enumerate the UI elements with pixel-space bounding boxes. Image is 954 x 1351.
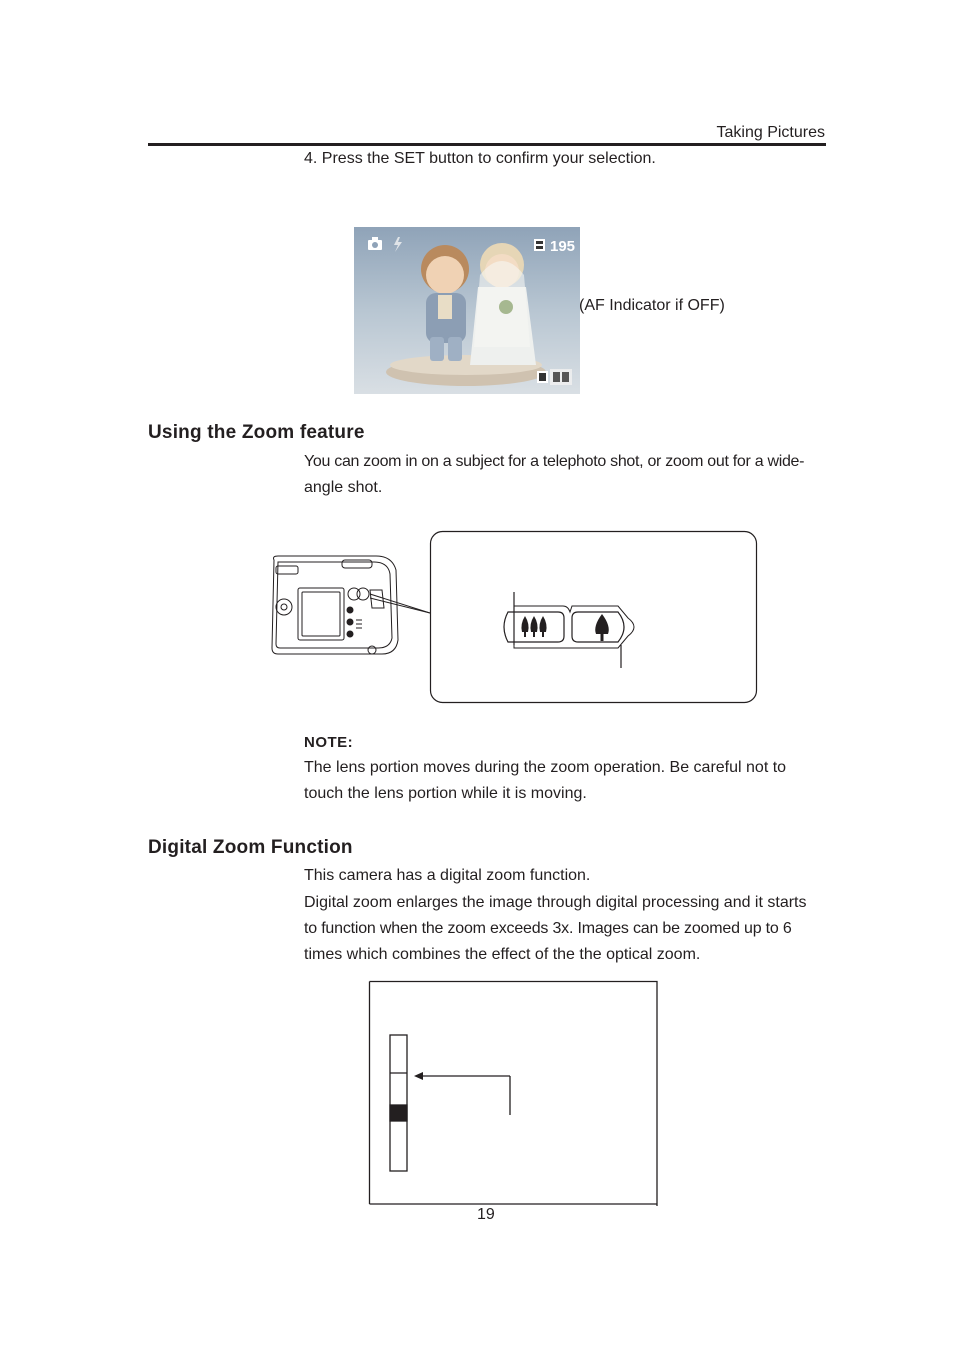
digital-zoom-line-4: times which combines the effect of the the optical zoom. — [304, 946, 701, 963]
digital-zoom-lcd-figure — [368, 980, 660, 1208]
af-indicator-icon — [537, 369, 572, 385]
zoom-section-heading: Using the Zoom feature — [148, 422, 365, 443]
af-indicator-annotation: (AF Indicator if OFF) — [579, 297, 725, 314]
digital-zoom-line-3: to function when the zoom exceeds 3x. Images can be zoomed up to 6 — [304, 920, 792, 937]
image-quality-icon — [534, 239, 545, 251]
camera-back-illustration — [266, 550, 436, 662]
page-number: 19 — [477, 1206, 495, 1223]
zoom-section-line-1: You can zoom in on a subject for a telephoto shot, or zoom out for a wide- — [304, 453, 805, 470]
zoom-bar-indicator — [390, 1035, 407, 1171]
lcd-preview-image — [354, 227, 580, 394]
shots-remaining: 195 — [550, 238, 576, 255]
digital-zoom-heading: Digital Zoom Function — [148, 837, 353, 858]
zoom-lever-callout — [428, 530, 760, 706]
digital-zoom-line-1: This camera has a digital zoom function. — [304, 867, 591, 884]
tele-tree-icon — [595, 614, 609, 641]
wide-trees-icon — [521, 616, 546, 637]
digital-zoom-line-2: Digital zoom enlarges the image through digital processing and it starts — [304, 894, 807, 911]
running-header: Taking Pictures — [716, 124, 825, 141]
note-title: NOTE: — [304, 734, 354, 751]
note-line-2: touch the lens portion while it is moving. — [304, 785, 587, 802]
note-line-1: The lens portion moves during the zoom operation. Be careful not to — [304, 759, 787, 776]
step-4-text: 4. Press the SET button to confirm your selection. — [304, 150, 656, 167]
zoom-section-line-2: angle shot. — [304, 479, 383, 496]
